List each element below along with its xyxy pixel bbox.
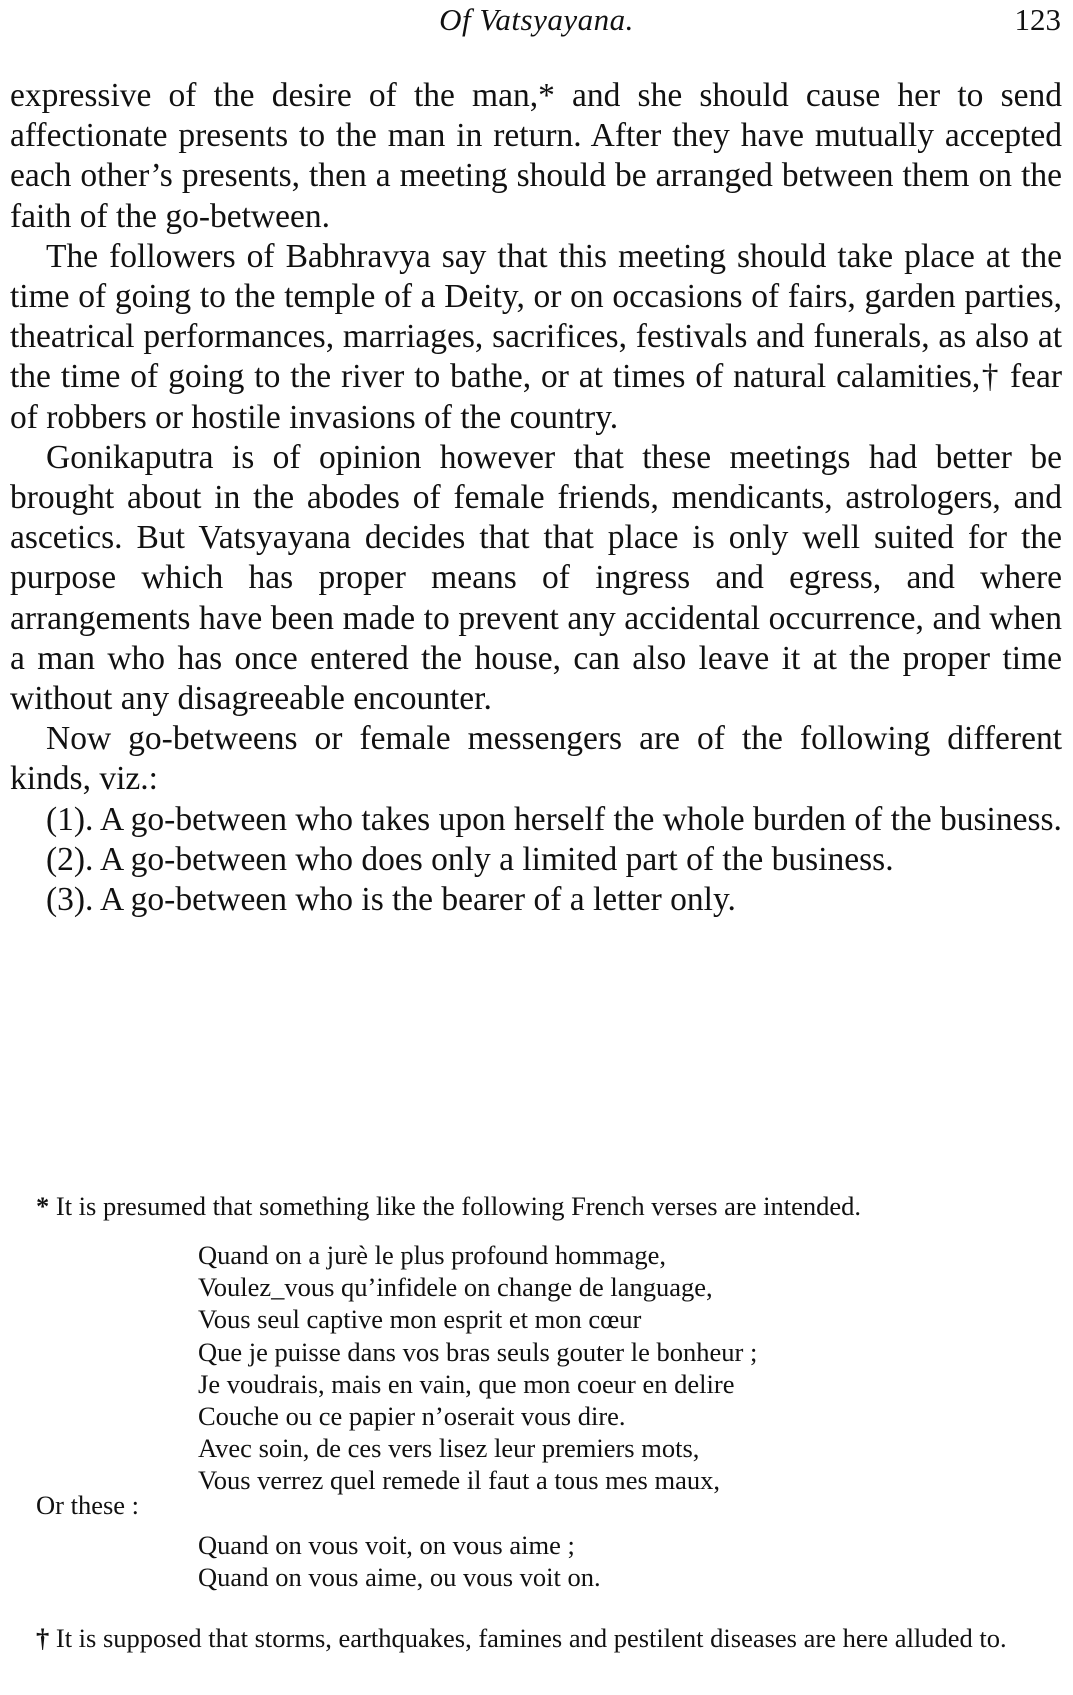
footnote-asterisk	[36, 1190, 1064, 1222]
verse-line: Quand on vous voit, on vous aime ;	[198, 1530, 575, 1560]
french-verse	[198, 1239, 1018, 1497]
main-text	[10, 76, 1062, 920]
page-header	[0, 0, 1073, 44]
footnote-text: It is presumed that something like the following French verses are intended.	[55, 1191, 861, 1221]
footnote-marker: †	[36, 1623, 50, 1653]
paragraph-continuation: expressive of the desire of the man,* and she should cause her to send affectionate presents to the man in return. After they have mutually accepted each other’s presents, then a meeting should be arranged between them on the faith of the go-between.	[10, 77, 1062, 235]
paragraph-gonikaputra: Gonikaputra is of opinion however that these meetings had better be brought about in the abodes of female friends, mendicants, astrologers, and ascetics. But Vatsyayana decides that that place is only well suited for the purpose which has proper means of ingress and egress, and where arrangements have been made to prevent any accidental occurrence, and when a man who has once entered the house, can also leave it at the proper time without any disagreeable encounter.	[10, 438, 1062, 718]
list-item: (1). A go-between who takes upon herself the whole burden of the business.	[46, 800, 1062, 838]
verse-line: Avec soin, de ces vers lisez leur premiers mots,	[198, 1433, 700, 1464]
verse-line: Couche ou ce papier n’oserait vous dire.	[198, 1401, 626, 1432]
or-these-label: Or these :	[36, 1490, 140, 1520]
running-title: Of Vatsyayana.	[439, 2, 634, 37]
footnote-marker: *	[36, 1191, 50, 1221]
footnote-text: It is supposed that storms, earthquakes, famines and pestilent diseases are here alluded to.	[55, 1623, 1007, 1653]
verse-line: Quand on a jurè le plus profound hommage,	[198, 1240, 667, 1270]
verse-line: Vous seul captive mon esprit et mon cœur	[198, 1304, 642, 1335]
verse-line: Que je puisse dans vos bras seuls gouter le bonheur ;	[198, 1336, 758, 1367]
paragraph-babhravya: The followers of Babhravya say that this meeting should take place at the time of going to the temple of a Deity, or on occasions of fairs, garden parties, theatrical performances, marriages, sacrifices, festivals and funerals, as also at the time of going to the river to bathe, or at times of natural calamities,† fear of robbers or hostile invasions of the country.	[10, 237, 1062, 436]
french-verse-alt	[198, 1529, 1018, 1593]
list-item: (2). A go-between who does only a limited part of the business.	[46, 840, 894, 878]
footnote-dagger	[10, 1622, 1060, 1654]
list-item: (3). A go-between who is the bearer of a letter only.	[46, 881, 736, 919]
verse-line: Voulez_vous qu’infidele on change de language,	[198, 1272, 713, 1303]
verse-line: Quand on vous aime, ou vous voit on.	[198, 1562, 601, 1593]
verse-line: Je voudrais, mais en vain, que mon coeur en delire	[198, 1368, 735, 1399]
paragraph-go-between-kinds: Now go-betweens or female messengers are of the following different kinds, viz.:	[10, 720, 1062, 798]
verse-line: Vous verrez quel remede il faut a tous mes maux,	[198, 1465, 720, 1496]
page-number: 123	[1014, 2, 1061, 37]
